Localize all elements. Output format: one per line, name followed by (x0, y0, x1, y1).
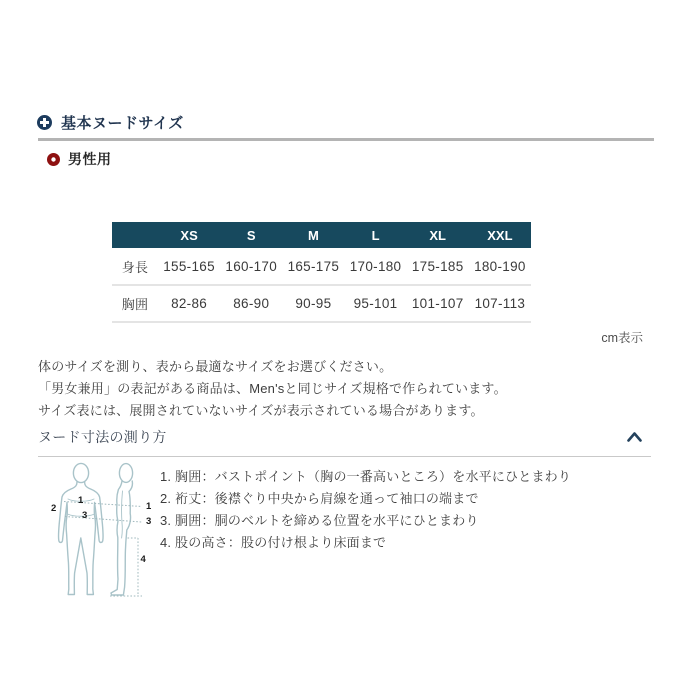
unit-note: cm表示 (601, 331, 643, 345)
size-column-header: XS (158, 222, 220, 248)
figure-label-chest-side: 1 (146, 501, 152, 512)
cell-chest-s: 86-90 (220, 285, 282, 322)
list-item: 3. 胴囲：胴のベルトを締める位置を水平にひとまわり (160, 513, 479, 528)
figure-label-inseam: 4 (140, 554, 146, 565)
figure-label-chest-front: 1 (78, 495, 84, 506)
size-column-header: XXL (469, 222, 531, 248)
section-title: 基本ヌードサイズ (61, 115, 184, 132)
table-row-chest (112, 285, 531, 322)
list-item: 2. 裄丈：後襟ぐり中央から肩線を通って袖口の端まで (160, 491, 479, 506)
accordion-header-measuring-method[interactable] (38, 425, 642, 449)
size-column-header: XL (407, 222, 469, 248)
accordion-divider (38, 456, 651, 457)
description-paragraph (38, 356, 507, 422)
subsection-title: 男性用 (68, 151, 112, 167)
cell-height-l: 170-180 (344, 248, 406, 285)
size-column-header: M (282, 222, 344, 248)
plus-circle-icon (37, 115, 52, 130)
cell-height-xl: 175-185 (407, 248, 469, 285)
section-header-basic-nude-size[interactable] (37, 112, 184, 133)
size-table (112, 222, 531, 323)
cell-chest-xxl: 107-113 (469, 285, 531, 322)
cell-chest-xs: 82-86 (158, 285, 220, 322)
body-measurement-figure (50, 461, 156, 607)
section-divider (38, 138, 654, 141)
cell-height-xs: 155-165 (158, 248, 220, 285)
measure-section-title: ヌード寸法の測り方 (38, 429, 167, 445)
size-table-corner-cell (112, 222, 158, 248)
subsection-header-mens (47, 149, 112, 169)
list-item: 1. 胸囲：バストポイント（胸の一番高いところ）を水平にひとまわり (160, 469, 572, 484)
table-row-height (112, 248, 531, 285)
body-silhouettes-diagram (50, 461, 156, 607)
figure-label-waist-front: 3 (82, 510, 88, 521)
description-line: 「男女兼用」の表記がある商品は、Men'sと同じサイズ規格で作られています。 (38, 381, 507, 396)
chevron-up-icon[interactable] (627, 432, 642, 442)
description-line: サイズ表には、展開されていないサイズが表示されている場合があります。 (38, 403, 484, 418)
size-column-header: S (220, 222, 282, 248)
cell-height-m: 165-175 (282, 248, 344, 285)
row-label-chest: 胸囲 (112, 285, 158, 322)
measuring-instructions-list (160, 466, 571, 554)
cell-height-xxl: 180-190 (469, 248, 531, 285)
cell-chest-xl: 101-107 (407, 285, 469, 322)
figure-label-sleeve: 2 (51, 503, 57, 514)
cell-chest-l: 95-101 (344, 285, 406, 322)
cell-chest-m: 90-95 (282, 285, 344, 322)
record-dot-icon (47, 153, 60, 166)
list-item: 4. 股の高さ：股の付け根より床面まで (160, 535, 387, 550)
description-line: 体のサイズを測り、表から最適なサイズをお選びください。 (38, 359, 393, 374)
cell-height-s: 160-170 (220, 248, 282, 285)
size-column-header: L (344, 222, 406, 248)
size-table-header-row (112, 222, 531, 248)
row-label-height: 身長 (112, 248, 158, 285)
figure-label-waist-side: 3 (146, 516, 152, 527)
